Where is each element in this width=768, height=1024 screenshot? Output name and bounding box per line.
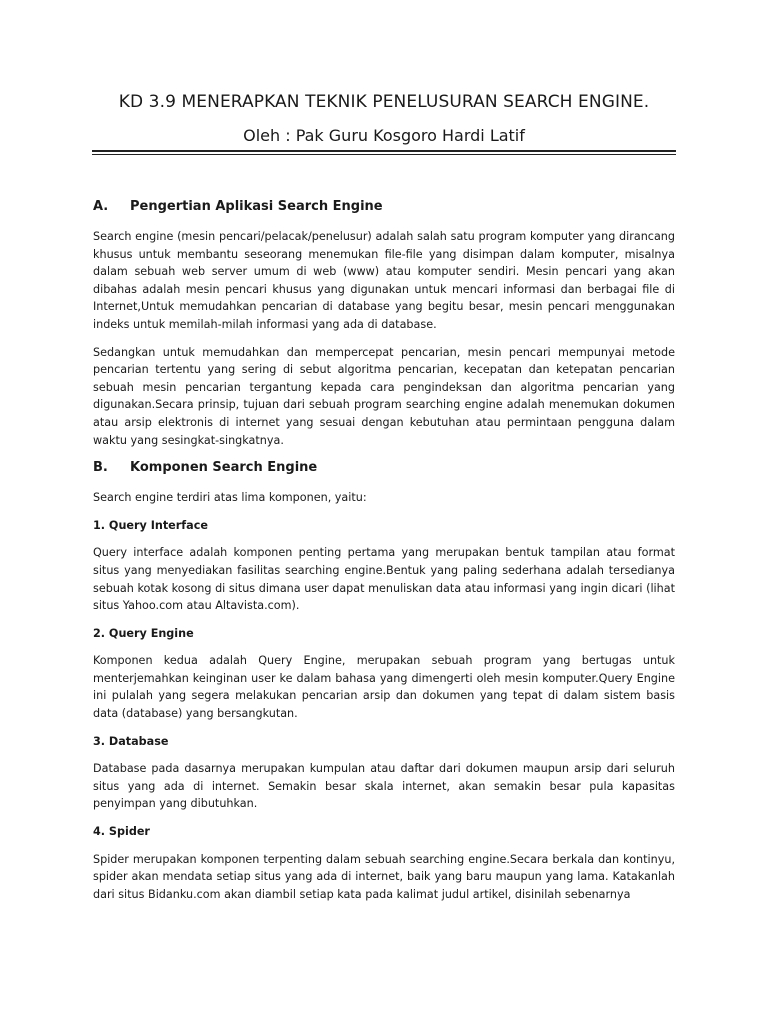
section-letter: B. [93, 460, 108, 476]
paragraph: Search engine (mesin pencari/pelacak/penelusur) adalah salah satu program komputer yang dirancang khusus untuk membantu seseorang menemukan file-file yang disimpan dalam komputer, misalnya dalam sebuah web server umum di web (www) atau komputer sendiri. Mesin pencari yang akan dibahas adalah mesin pencari khusus yang digunakan untuk mencari informasi dan berbagai file di Internet,Untuk memudahkan pencarian di database yang begitu besar, mesin pencari menggunakan indeks untuk memilah-milah informasi yang ada di database. [93, 230, 675, 331]
paragraph: Spider merupakan komponen terpenting dalam sebuah searching engine.Secara berkala dan kontinyu, spider akan mendata setiap situs yang ada di internet, baik yang baru maupun yang lama. Katakanlah dari situs Bidanku.com akan diambil setiap kata pada kalimat judul artikel, disinilah sebenarnya [93, 852, 675, 901]
section-letter: A. [93, 199, 109, 214]
section-intro: Search engine terdiri atas lima komponen, yaitu: [93, 491, 367, 505]
section-title: Pengertian Aplikasi Search Engine [130, 199, 383, 214]
subsection-heading: 2. Query Engine [93, 626, 194, 640]
subsection-heading: 4. Spider [93, 825, 150, 839]
paragraph: Database pada dasarnya merupakan kumpulan atau daftar dari dokumen maupun arsip dari seluruh situs yang ada di internet. Semakin besar skala internet, akan semakin besar pula kapasitas penyimpan yang dibutuhkan. [93, 762, 675, 811]
component-query-interface [93, 517, 675, 615]
document-author: Oleh : Pak Guru Kosgoro Hardi Latif [243, 126, 525, 145]
section-heading-a [93, 198, 675, 216]
paragraph: Query interface adalah komponen penting pertama yang merupakan bentuk tampilan atau format situs yang menyediakan fasilitas searching engine.Bentuk yang paling sederhana adalah tersedianya sebuah kotak kosong di situs dimana user dapat menuliskan data atau informasi yang ingin dicari (lihat situs Yahoo.com atau Altavista.com). [93, 546, 675, 613]
paragraph: Sedangkan untuk memudahkan dan mempercepat pencarian, mesin pencari mempunyai metode pencarian tertentu yang sering di sebut algoritma pencarian, kecepatan dan ketepatan pencarian sebuah mesin pencarian tergantung kepada cara pengindeksan dan algoritma pencarian yang digunakan.Secara prinsip, tujuan dari sebuah program searching engine adalah menemukan dokumen atau arsip elektronis di internet yang sesuai dengan kebutuhan atau permintaan pengguna dalam waktu yang sesingkat-singkatnya. [93, 345, 675, 447]
section-a [93, 198, 675, 449]
component-query-engine [93, 625, 675, 723]
subsection-heading: 1. Query Interface [93, 518, 208, 532]
section-b [93, 459, 675, 903]
paragraph: Komponen kedua adalah Query Engine, merupakan sebuah program yang bertugas untuk menterjemahkan keinginan user ke dalam bahasa yang dimengerti oleh mesin komputer.Query Engine ini pulalah yang segera melakukan pencarian arsip dan dokumen yang tepat di dalam sistem basis data (database) yang bersangkutan. [93, 654, 675, 721]
section-title: Komponen Search Engine [130, 460, 318, 476]
title-rule-thick [92, 150, 676, 152]
document-title: KD 3.9 MENERAPKAN TEKNIK PENELUSURAN SEARCH ENGINE. [118, 92, 650, 112]
document-body [93, 198, 675, 913]
section-heading-b [93, 459, 675, 477]
title-rule-thin [92, 154, 676, 155]
component-spider [93, 823, 675, 903]
subsection-heading: 3. Database [93, 734, 169, 748]
component-database [93, 733, 675, 813]
